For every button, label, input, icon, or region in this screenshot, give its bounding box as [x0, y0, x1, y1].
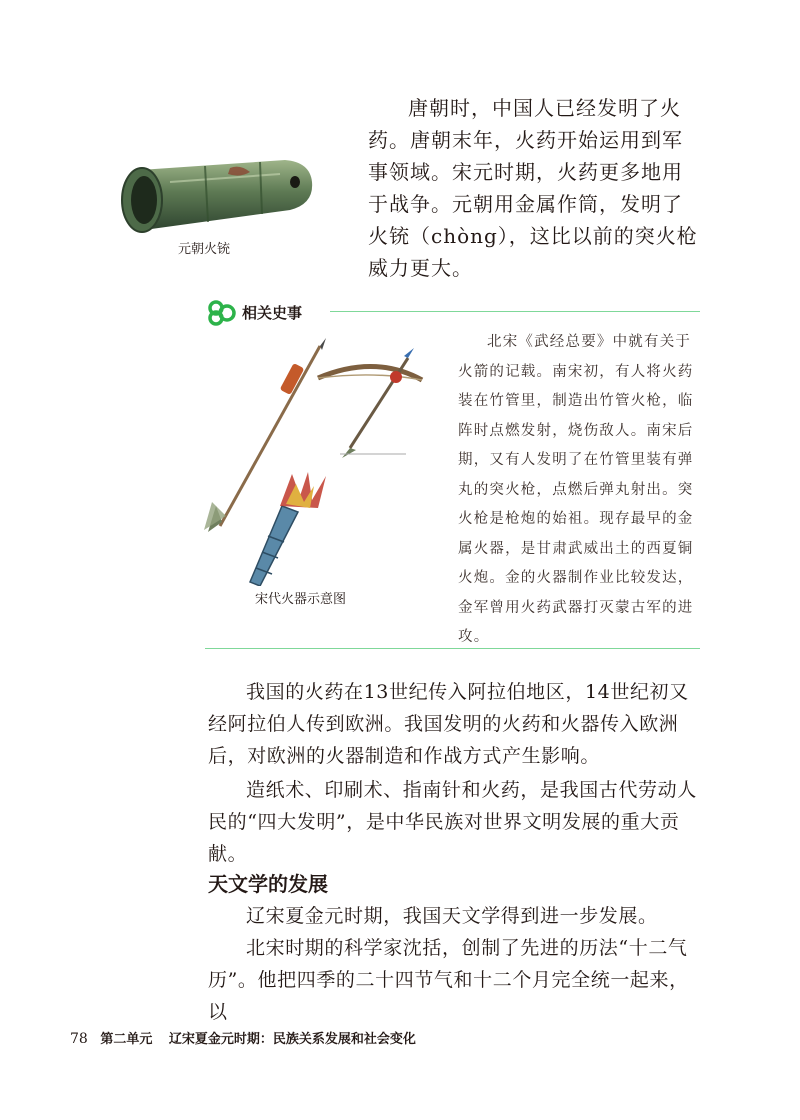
body-section: [208, 676, 702, 870]
unit-title: 辽宋夏金元时期：民族关系发展和社会变化: [168, 1032, 416, 1047]
paragraph-text: 唐朝时，中国人已经发明了火药。唐朝末年，火药开始运用到军事领域。宋元时期，火药更多地用于战争。元朝用金属作筒，发明了火铳（chòng），这比以前的突火枪威力更大。: [368, 96, 698, 280]
gunpowder-paragraph: [368, 92, 700, 284]
astronomy-section: [208, 900, 702, 1028]
page-footer: [70, 1028, 416, 1047]
green-knot-icon: [208, 300, 236, 326]
fire-weapons-image: [200, 336, 440, 586]
cannon-illustration: [110, 152, 320, 252]
divider: [205, 648, 700, 649]
weapons-caption: 宋代火器示意图: [255, 592, 347, 607]
cannon-caption: 元朝火铳: [178, 242, 231, 257]
body-paragraph: 北宋时期的科学家沈括，创制了先进的历法“十二气历”。他把四季的二十四节气和十二个月完全统一起来，以: [208, 937, 689, 1023]
section-heading: 天文学的发展: [208, 872, 328, 896]
related-paragraph: 北宋《武经总要》中就有关于火箭的记载。南宋初，有人将火药装在竹管里，制造出竹管火枪，临阵时点燃发射，烧伤敌人。南宋后期，又有人发明了在竹管里装有弹丸的突火枪，点燃后弹丸射出。突火枪是枪炮的始祖。现存最早的金属火器，是甘肃武威出土的西夏铜火炮。金的火器制作业比较发达，金军曾用火药武器打灭蒙古军的进攻。: [458, 334, 694, 645]
unit-label: 第二单元: [100, 1032, 153, 1047]
song-weapons-illustration: [200, 336, 440, 586]
related-history-text: [458, 328, 700, 653]
page-number: 78: [70, 1031, 88, 1047]
body-paragraph: 辽宋夏金元时期，我国天文学得到进一步发展。: [246, 905, 658, 927]
body-paragraph: 造纸术、印刷术、指南针和火药，是我国古代劳动人民的“四大发明”，是中华民族对世界文明发展的重大贡献。: [208, 779, 697, 865]
related-history-icon: [208, 300, 236, 326]
body-paragraph: 我国的火药在13世纪传入阿拉伯地区，14世纪初又经阿拉伯人传到欧洲。我国发明的火药和火器传入欧洲后，对欧洲的火器制造和作战方式产生影响。: [208, 681, 689, 767]
bronze-cannon-image: [110, 152, 320, 252]
rocket-tube: [250, 472, 326, 586]
related-history-heading: 相关史事: [242, 304, 303, 322]
bow: [318, 348, 422, 458]
divider: [330, 311, 700, 312]
